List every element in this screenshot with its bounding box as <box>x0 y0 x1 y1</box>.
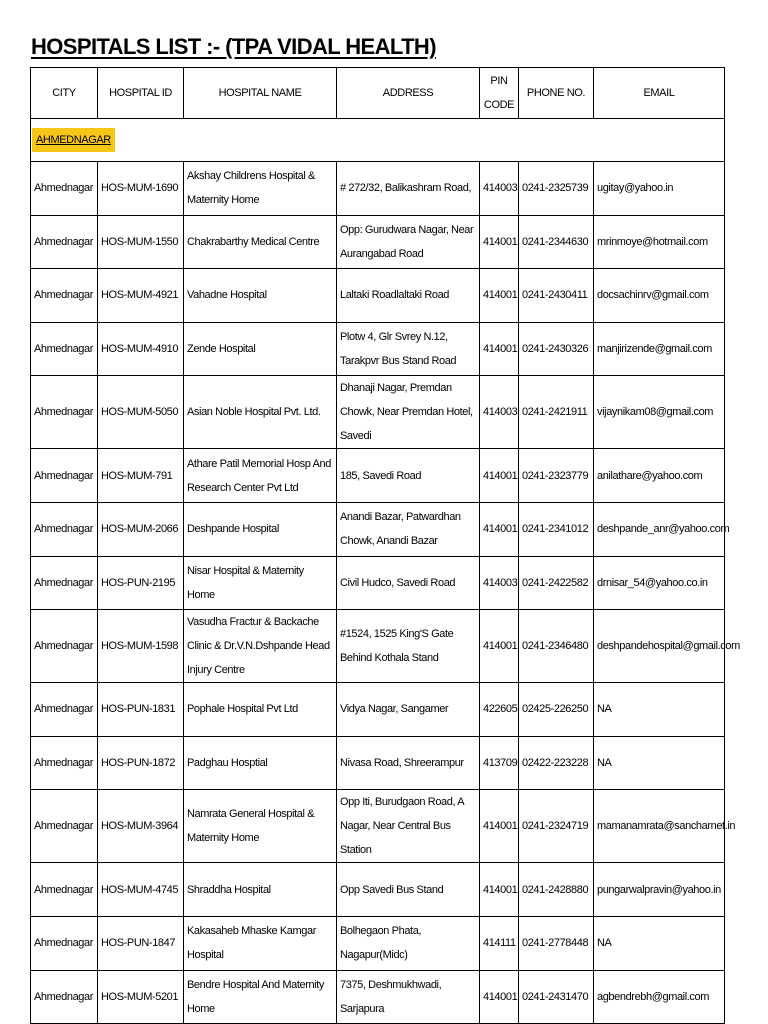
cell-pin-code: 414111 <box>480 916 519 970</box>
cell-hospital-name: Zende Hospital <box>184 322 337 376</box>
cell-email[interactable]: deshpande_anr@yahoo.com <box>594 502 725 556</box>
column-header-address: ADDRESS <box>337 68 480 119</box>
cell-phone: 0241-2428880 <box>519 863 594 917</box>
cell-pin-code: 414003 <box>480 376 519 449</box>
cell-email[interactable]: anilathare@yahoo.com <box>594 449 725 503</box>
cell-address: Plotw 4, Glr Svrey N.12, Tarakpvr Bus Stand Road <box>337 322 480 376</box>
cell-city: Ahmednagar <box>31 610 98 683</box>
cell-hospital-name: Akshay Childrens Hospital & Maternity Home <box>184 162 337 216</box>
cell-pin-code: 414003 <box>480 556 519 610</box>
cell-phone: 0241-2325739 <box>519 162 594 216</box>
cell-city: Ahmednagar <box>31 162 98 216</box>
table-row <box>31 683 725 737</box>
cell-email[interactable]: drnisar_54@yahoo.co.in <box>594 556 725 610</box>
cell-phone: 0241-2422582 <box>519 556 594 610</box>
table-row <box>31 502 725 556</box>
cell-phone: 0241-2430326 <box>519 322 594 376</box>
cell-hospital-name: Athare Patil Memorial Hosp And Research Center Pvt Ltd <box>184 449 337 503</box>
cell-email[interactable]: manjirizende@gmail.com <box>594 322 725 376</box>
cell-email[interactable]: pungarwalpravin@yahoo.in <box>594 863 725 917</box>
table-row <box>31 790 725 863</box>
cell-email[interactable]: NA <box>594 736 725 790</box>
cell-email[interactable]: agbendrebh@gmail.com <box>594 970 725 1024</box>
cell-hospital-name: Bendre Hospital And Maternity Home <box>184 970 337 1024</box>
cell-address: # 272/32, Balikashram Road, <box>337 162 480 216</box>
column-header-phone: PHONE NO. <box>519 68 594 119</box>
cell-hospital-id: HOS-MUM-3964 <box>98 790 184 863</box>
column-header-pin-code <box>480 68 519 119</box>
table-row <box>31 376 725 449</box>
cell-city: Ahmednagar <box>31 502 98 556</box>
cell-pin-code: 414003 <box>480 162 519 216</box>
cell-hospital-id: HOS-MUM-5201 <box>98 970 184 1024</box>
cell-hospital-id: HOS-MUM-4745 <box>98 863 184 917</box>
cell-hospital-id: HOS-PUN-1831 <box>98 683 184 737</box>
cell-address: Dhanaji Nagar, Premdan Chowk, Near Premdan Hotel, Savedi <box>337 376 480 449</box>
cell-city: Ahmednagar <box>31 683 98 737</box>
cell-hospital-name: Kakasaheb Mhaske Kamgar Hospital <box>184 916 337 970</box>
cell-hospital-id: HOS-MUM-791 <box>98 449 184 503</box>
cell-hospital-id: HOS-MUM-4921 <box>98 269 184 323</box>
cell-email[interactable]: vijaynikam08@gmail.com <box>594 376 725 449</box>
cell-city: Ahmednagar <box>31 790 98 863</box>
cell-address: Opp: Gurudwara Nagar, Near Aurangabad Road <box>337 215 480 269</box>
document-title: HOSPITALS LIST :- (TPA VIDAL HEALTH) <box>31 34 436 59</box>
cell-pin-code: 414001 <box>480 502 519 556</box>
cell-email[interactable]: ugitay@yahoo.in <box>594 162 725 216</box>
cell-address: Laltaki Roadlaltaki Road <box>337 269 480 323</box>
cell-pin-code: 422605 <box>480 683 519 737</box>
cell-email[interactable]: NA <box>594 916 725 970</box>
cell-pin-code: 414001 <box>480 790 519 863</box>
cell-hospital-id: HOS-PUN-1847 <box>98 916 184 970</box>
table-row <box>31 162 725 216</box>
cell-hospital-id: HOS-PUN-2195 <box>98 556 184 610</box>
cell-address: #1524, 1525 King'S Gate Behind Kothala Stand <box>337 610 480 683</box>
cell-phone: 0241-2346480 <box>519 610 594 683</box>
section-row <box>31 119 725 162</box>
cell-address: 7375, Deshmukhwadi, Sarjapura <box>337 970 480 1024</box>
section-cell <box>31 119 725 162</box>
cell-hospital-id: HOS-PUN-1872 <box>98 736 184 790</box>
cell-address: Opp Savedi Bus Stand <box>337 863 480 917</box>
cell-hospital-name: Vasudha Fractur & Backache Clinic & Dr.V.N.Dshpande Head Injury Centre <box>184 610 337 683</box>
table-row <box>31 269 725 323</box>
cell-phone: 0241-2778448 <box>519 916 594 970</box>
cell-hospital-name: Padghau Hosptial <box>184 736 337 790</box>
cell-pin-code: 414001 <box>480 610 519 683</box>
cell-city: Ahmednagar <box>31 736 98 790</box>
cell-phone: 0241-2324719 <box>519 790 594 863</box>
cell-pin-code: 414001 <box>480 215 519 269</box>
hospitals-table <box>30 67 740 1024</box>
table-row <box>31 916 725 970</box>
cell-hospital-id: HOS-MUM-1550 <box>98 215 184 269</box>
table-row <box>31 322 725 376</box>
cell-email[interactable]: deshpandehospital@gmail.com <box>594 610 725 683</box>
table-row <box>31 215 725 269</box>
cell-email[interactable]: mamanamrata@sancharnet.in <box>594 790 725 863</box>
cell-pin-code: 414001 <box>480 449 519 503</box>
cell-city: Ahmednagar <box>31 556 98 610</box>
cell-hospital-name: Vahadne Hospital <box>184 269 337 323</box>
pin-header-line-1: PIN <box>490 75 508 87</box>
cell-phone: 0241-2430411 <box>519 269 594 323</box>
table-row <box>31 449 725 503</box>
cell-hospital-name: Namrata General Hospital & Maternity Home <box>184 790 337 863</box>
cell-city: Ahmednagar <box>31 449 98 503</box>
section-label-city: AHMEDNAGAR <box>32 128 115 152</box>
cell-hospital-name: Pophale Hospital Pvt Ltd <box>184 683 337 737</box>
table-row <box>31 556 725 610</box>
cell-address: Bolhegaon Phata, Nagapur(Midc) <box>337 916 480 970</box>
cell-hospital-id: HOS-MUM-4910 <box>98 322 184 376</box>
cell-address: Anandi Bazar, Patwardhan Chowk, Anandi Bazar <box>337 502 480 556</box>
cell-city: Ahmednagar <box>31 863 98 917</box>
cell-phone: 0241-2344630 <box>519 215 594 269</box>
cell-email[interactable]: NA <box>594 683 725 737</box>
cell-phone: 02422-223228 <box>519 736 594 790</box>
table-row <box>31 863 725 917</box>
cell-phone: 0241-2421911 <box>519 376 594 449</box>
header-row <box>31 68 725 119</box>
cell-pin-code: 413709 <box>480 736 519 790</box>
cell-pin-code: 414001 <box>480 970 519 1024</box>
cell-phone: 02425-226250 <box>519 683 594 737</box>
column-header-email: EMAIL <box>594 68 725 119</box>
cell-city: Ahmednagar <box>31 376 98 449</box>
cell-hospital-id: HOS-MUM-2066 <box>98 502 184 556</box>
table-row <box>31 736 725 790</box>
cell-hospital-name: Shraddha Hospital <box>184 863 337 917</box>
cell-phone: 0241-2431470 <box>519 970 594 1024</box>
cell-address: Vidya Nagar, Sangamer <box>337 683 480 737</box>
cell-pin-code: 414001 <box>480 269 519 323</box>
cell-hospital-name: Chakrabarthy Medical Centre <box>184 215 337 269</box>
cell-address: Opp Iti, Burudgaon Road, A Nagar, Near Central Bus Station <box>337 790 480 863</box>
cell-city: Ahmednagar <box>31 269 98 323</box>
pin-header-line-2: CODE <box>483 99 515 111</box>
cell-city: Ahmednagar <box>31 916 98 970</box>
cell-city: Ahmednagar <box>31 970 98 1024</box>
cell-hospital-name: Deshpande Hospital <box>184 502 337 556</box>
cell-address: Civil Hudco, Savedi Road <box>337 556 480 610</box>
cell-address: Nivasa Road, Shreerampur <box>337 736 480 790</box>
column-header-city: CITY <box>31 68 98 119</box>
column-header-hospital-id: HOSPITAL ID <box>98 68 184 119</box>
cell-hospital-id: HOS-MUM-1598 <box>98 610 184 683</box>
table-row <box>31 970 725 1024</box>
cell-phone: 0241-2341012 <box>519 502 594 556</box>
column-header-hospital-name: HOSPITAL NAME <box>184 68 337 119</box>
cell-hospital-name: Nisar Hospital & Maternity Home <box>184 556 337 610</box>
cell-hospital-name: Asian Noble Hospital Pvt. Ltd. <box>184 376 337 449</box>
cell-phone: 0241-2323779 <box>519 449 594 503</box>
cell-pin-code: 414001 <box>480 322 519 376</box>
cell-email[interactable]: docsachinrv@gmail.com <box>594 269 725 323</box>
cell-address: 185, Savedi Road <box>337 449 480 503</box>
table-row <box>31 610 725 683</box>
cell-city: Ahmednagar <box>31 322 98 376</box>
cell-email[interactable]: mrinmoye@hotmail.com <box>594 215 725 269</box>
cell-hospital-id: HOS-MUM-1690 <box>98 162 184 216</box>
cell-hospital-id: HOS-MUM-5050 <box>98 376 184 449</box>
cell-city: Ahmednagar <box>31 215 98 269</box>
cell-pin-code: 414001 <box>480 863 519 917</box>
